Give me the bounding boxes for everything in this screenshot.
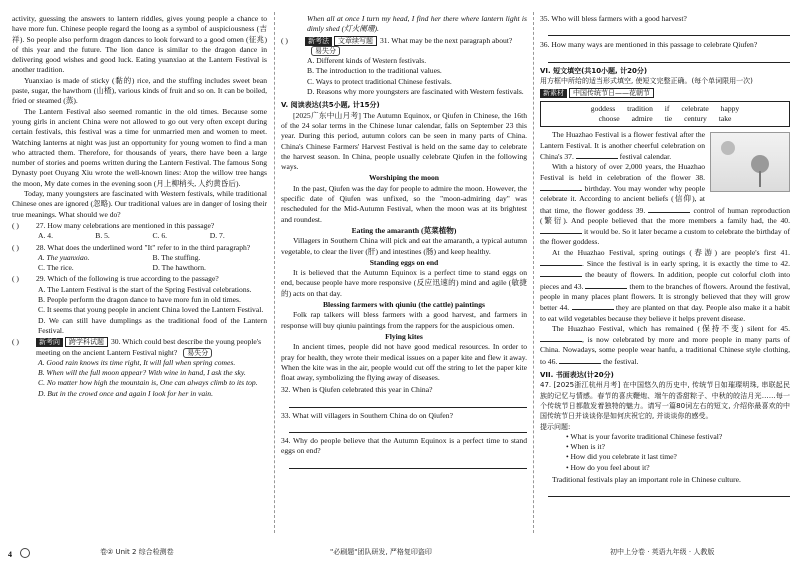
cloze-text: birthday. You may wonder why people celebrate it. According to ancient beliefs (信仰), at that time, the flower goddess 39. [540,183,705,215]
tip: • When is it? [566,442,606,452]
section-heading: VI. 短文填空(共10小题, 计20分) [540,66,648,75]
option: D. Reasons why more youngsters are fascinated with Western festivals. [307,87,524,97]
blank-44[interactable] [572,302,614,310]
option: A. The Lantern Festival is the start of the Spring Festival celebrations. [38,284,252,294]
cloze-text: . Since the festival is in early spring, it is exactly the time to 42. [582,259,790,269]
cloze-text: the festival. [603,356,639,366]
question-29 [12,274,267,284]
flower-stem [759,171,761,187]
footer-left: 卷② Unit 2 综合检测卷 [100,548,174,556]
blank-38[interactable] [540,183,582,191]
cloze-paragraph [540,324,790,367]
answer-bracket[interactable]: ( ) [12,274,19,284]
answer-bracket[interactable]: ( ) [12,242,19,252]
option: A. Good rain knows its time right, It will fall when spring comes. [38,357,236,367]
blank-42[interactable] [540,269,582,277]
passage-paragraph: In ancient times, people did not have good medical resources. In order to pray for health, they wrote their medical issues on a paper kite and flew it away. When the kite was in the air, people would cut off the string to let the paper kite float away, symbolizing the flying away of diseases. [281,342,527,383]
option: D. The hawthorn. [152,263,206,273]
question-text: 30. Which could best describe the young people's meeting on the ancient Lantern Festival night? [36,337,262,357]
question-30 [12,337,267,358]
easy-mistake-stamp: 易失分 [311,46,340,56]
closing-sentence: Traditional festivals play an important role in Chinese culture. [552,474,741,484]
writing-prompt: 47. [2025浙江杭州月考] 在中国悠久的历史中, 传统节日如璀璨明珠, 串联起民族的记忆与情感。春节的喜庆鞭炮、端午的香甜粽子、中秋的皎洁月光……每一个传统节日都散发着独特的魅力。请写一篇80词左右的短文, 介绍你最喜欢的中国传统节日并谈谈你是如何庆祝它的, 并谈谈你的感受。 [540,381,790,421]
cloze-text: With a history of over 2,000 years, the Huazhao Festival is held in celebration of the flower 38. [540,162,705,182]
cloze-text: they are planted on that day. People also make it a habit to eat wild vegetables because they believe it helps prevent disease. [540,303,790,323]
word: happy [720,104,740,114]
subheading: Eating the amaranth (苋菜植物) [351,225,457,235]
question-31-body [305,36,527,57]
passage-paragraph: In the past, Qiufen was the day for people to admire the moon. However, the specific date of Qiufen was unfixed, so the "moon-admiring day" was rescheduled for the Mid-Autumn Festival, when the moon was at its brightest and roundest. [281,183,527,224]
passage-paragraph: activity, guessing the answers to lantern riddles, gives young people a chance to have more fun. Chinese people regard the loong as a symbol of auspiciousness (吉祥). So people also perform dragon dances to look forward to a good omen (征兆) of this year and the future. The lion dance is similar to the dragon dance in delivering good wishes and good luck. Eating yuanxiao at the Lantern Festival is another tradition. [12,14,267,75]
tips-heading: 提示问题: [540,422,571,431]
question-text: 28. What does the underlined word "It" refer to in the third paragraph? [36,242,251,252]
answer-bracket[interactable]: ( ) [12,220,19,230]
continuation-tag: 文章续写题 [334,36,377,46]
blank-46[interactable] [559,356,601,364]
option: C. Ways to protect traditional Chinese festivals. [307,76,452,86]
question-text: 31. What may be the next paragraph about? [380,35,513,45]
footer-center: "必刷题"团队研发, 严格复印盗印 [330,548,432,556]
option: D. But in the crowd once and again I look for her in vain. [38,388,213,398]
option: D. We can still have dumplings as the traditional food of the Lantern Festival. [38,315,267,335]
options-28 [12,253,267,263]
cloze-text: The Huazhao Festival is a flower festival after the Lantern Festival. It is another cheerful celebration on China's 37. [540,130,705,162]
question-35: 35. Who will bless farmers with a good harvest? [540,14,687,23]
page-circle-icon [20,548,30,558]
subheading: Flying kites [385,331,423,341]
subheading: Worshiping the moon [368,173,440,183]
cloze-text: festival calendar. [619,152,672,162]
column-middle [281,14,527,469]
answer-bracket[interactable]: ( ) [281,35,288,45]
answer-line[interactable] [548,487,790,497]
cloze-text: it would be. So it later became a custom to celebrate the birthday of the flower goddess. [540,227,790,247]
tip: • What is your favorite traditional Chinese festival? [566,431,723,441]
cloze-text: the beauty of flowers. In addition, people cut colorful cloth into pieces and 43. [540,270,790,291]
option-continuation: When all at once I turn my head, I find her there where lantern light is dimly shed (灯火阑珊). [307,14,527,34]
question-28 [12,243,267,253]
option: A. 4. [38,231,53,241]
cloze-text: , is now celebrated by more and more people in many parts of China. Nowadays, some people wear hanfu, a traditional Chinese style clothing, to 46. [540,335,790,366]
word: century [684,114,707,124]
moon-shape [721,141,735,155]
word: take [718,114,732,124]
footer-right: 初中上分卷 · 英语九年级 · 人教版 [610,548,715,556]
word: goddess [590,104,616,114]
section-heading: VII. 书面表达(计20分) [540,371,614,380]
passage-paragraph: It is believed that the Autumn Equinox is a perfect time to stand eggs on end, because people have more responsive (反应迅速的) mind and agile (敏捷的) acts on that day. [281,268,527,298]
subheading: Blessing farmers with qiuniu (the cattle) paintings [322,300,485,310]
blank-41[interactable] [540,258,582,266]
answer-line[interactable] [289,423,527,433]
topic-tag: 中国传统节日——花朝节 [569,88,654,98]
word-bank [540,101,790,127]
answer-bracket[interactable]: ( ) [12,337,19,347]
blank-37[interactable] [576,151,618,159]
flower-festival-illustration [710,132,790,192]
question-32: 32. When is Qiufen celebrated this year in China? [281,385,433,395]
options-27 [12,231,267,241]
column-left [12,14,267,399]
cloze-text: them to the branches of flowers. Around the festival, people in many places plant flowers. It is strongly believed that they will grow better 44. [540,281,790,313]
question-30-body [36,337,267,358]
new-direction-tag: 新考向 [36,338,63,347]
blank-39[interactable] [648,205,690,213]
word: tradition [627,104,653,114]
new-method-tag: 新考法 [305,37,332,46]
tip: • How do you feel about it? [566,462,650,472]
column-right [540,14,790,497]
passage-paragraph: The Lantern Festival also seemed romantic in the old times. Because some young girls in ancient China were not allowed to go out very often except during certain festivals, this festival was a time for unmarried men and women to meet. Watching lanterns at night was just an opportunity for young women to find a man who attracted them. Therefore, for thousands of years, there have been a large number of stories and poems written during the Lantern Festival. The famous Song Dynasty poet Ouyang Xiu wrote the well-known lines: Atop the willow tree hangs the moon, My date comes in the evening soon (月上柳梢头, 人约黄昏后). [12,106,267,188]
passage-paragraph: Yuanxiao is made of sticky (黏的) rice, and the stuffing includes sweet bean paste, sugar, the hawthorn (山楂), various kinds of fruit and so on. It can be boiled, fried or steamed (蒸). [12,75,267,106]
passage-paragraph: Today, many youngsters are fascinated with Western festivals, while traditional Chinese ones are ignored (忽略). Our traditional values are in danger of losing their true meanings. What should we do? [12,189,267,219]
word: if [664,104,670,114]
cross-subject-tag: 跨学科试题 [65,337,108,347]
option: B. The stuffing. [152,252,201,262]
option: B. People perform the dragon dance to have more fun in old times. [38,295,241,305]
option: D. 7. [209,231,225,241]
question-31 [281,36,527,57]
column-divider [533,12,534,533]
question-text: 27. How many celebrations are mentioned in this passage? [36,220,215,230]
answer-line[interactable] [289,459,527,469]
cloze-paragraph [540,248,790,324]
question-27 [12,221,267,231]
cloze-text: control of human reproduction (繁衍). And people believed that the more members a family had, the 40. [540,205,791,225]
option: C. No matter how high the mountain is, One can always climb to its top. [38,378,258,388]
word: admire [631,114,653,124]
option: B. 5. [95,231,110,241]
column-divider [274,12,275,533]
new-material-tag: 新素材 [540,89,567,98]
question-33: 33. What will villagers in Southern China do on Qiufen? [281,410,453,420]
answer-line[interactable] [548,26,790,36]
passage-paragraph: Folk rap talkers will bless farmers with a good harvest, and farmers in response will buy qiuniu paintings from the rappers for the auspicious omen. [281,310,527,330]
word: celebrate [681,104,709,114]
cloze-text: At the Huazhao Festival, spring outings (春游) are people's first 41. [552,247,790,257]
word: choose [598,114,620,124]
question-text: 29. Which of the following is true according to the passage? [36,274,219,284]
option: B. When will the full moon appear? With wine in hand, I ask the sky. [38,368,246,378]
option: B. The introduction to the traditional values. [307,66,442,76]
page-number: 4 [8,550,12,559]
option: C. It seems that young people in ancient China loved the Lantern Festival. [38,305,264,315]
section-heading: V. 阅读表达(共5小题, 计15分) [281,101,380,110]
question-36: 36. How many ways are mentioned in this passage to celebrate Qiufen? [540,40,758,50]
answer-line[interactable] [548,53,790,63]
option: C. The rice. [38,263,74,273]
subheading: Standing eggs on end [369,257,439,267]
passage-paragraph: Villagers in Southern China will pick and eat the amaranth, a typical autumn vegetable, to clear the liver (肝) and intestines (肠) and keep healthy. [281,236,527,256]
option: C. 6. [152,231,168,241]
answer-line[interactable] [289,398,527,408]
tip: • How did you celebrate it last time? [566,452,677,462]
blank-40[interactable] [540,226,582,234]
section-instruction: 用方框中所给的适当形式填空, 使短文完整正确。(每个单词限用一次) [540,76,753,85]
options-28b [12,263,267,273]
cloze-text: The Huazhao Festival, which has remained (保持不变) silent for 45. [552,323,790,333]
easy-mistake-stamp: 易失分 [183,348,212,358]
blank-45[interactable] [540,334,582,342]
question-34: 34. Why do people believe that the Autumn Equinox is a perfect time to stand eggs on end? [281,435,527,456]
passage-intro: [2025广东中山月考] The Autumn Equinox, or Qiufen in Chinese, the 16th of the 24 solar terms in the Chinese lunar calendar, falls on September 23 this year. During this period, autumn colors can be seen in many parts of China. China's Chinese Farmers' Harvest Festival is held on the same day to celebrate the harvest season. In China, people usually celebrate Qiufen in the following ways. [281,110,527,172]
blank-43[interactable] [585,281,627,289]
option: A. Different kinds of Western festivals. [307,56,427,66]
option: A. The yuanxiao. [38,252,90,262]
word: tie [664,114,673,124]
